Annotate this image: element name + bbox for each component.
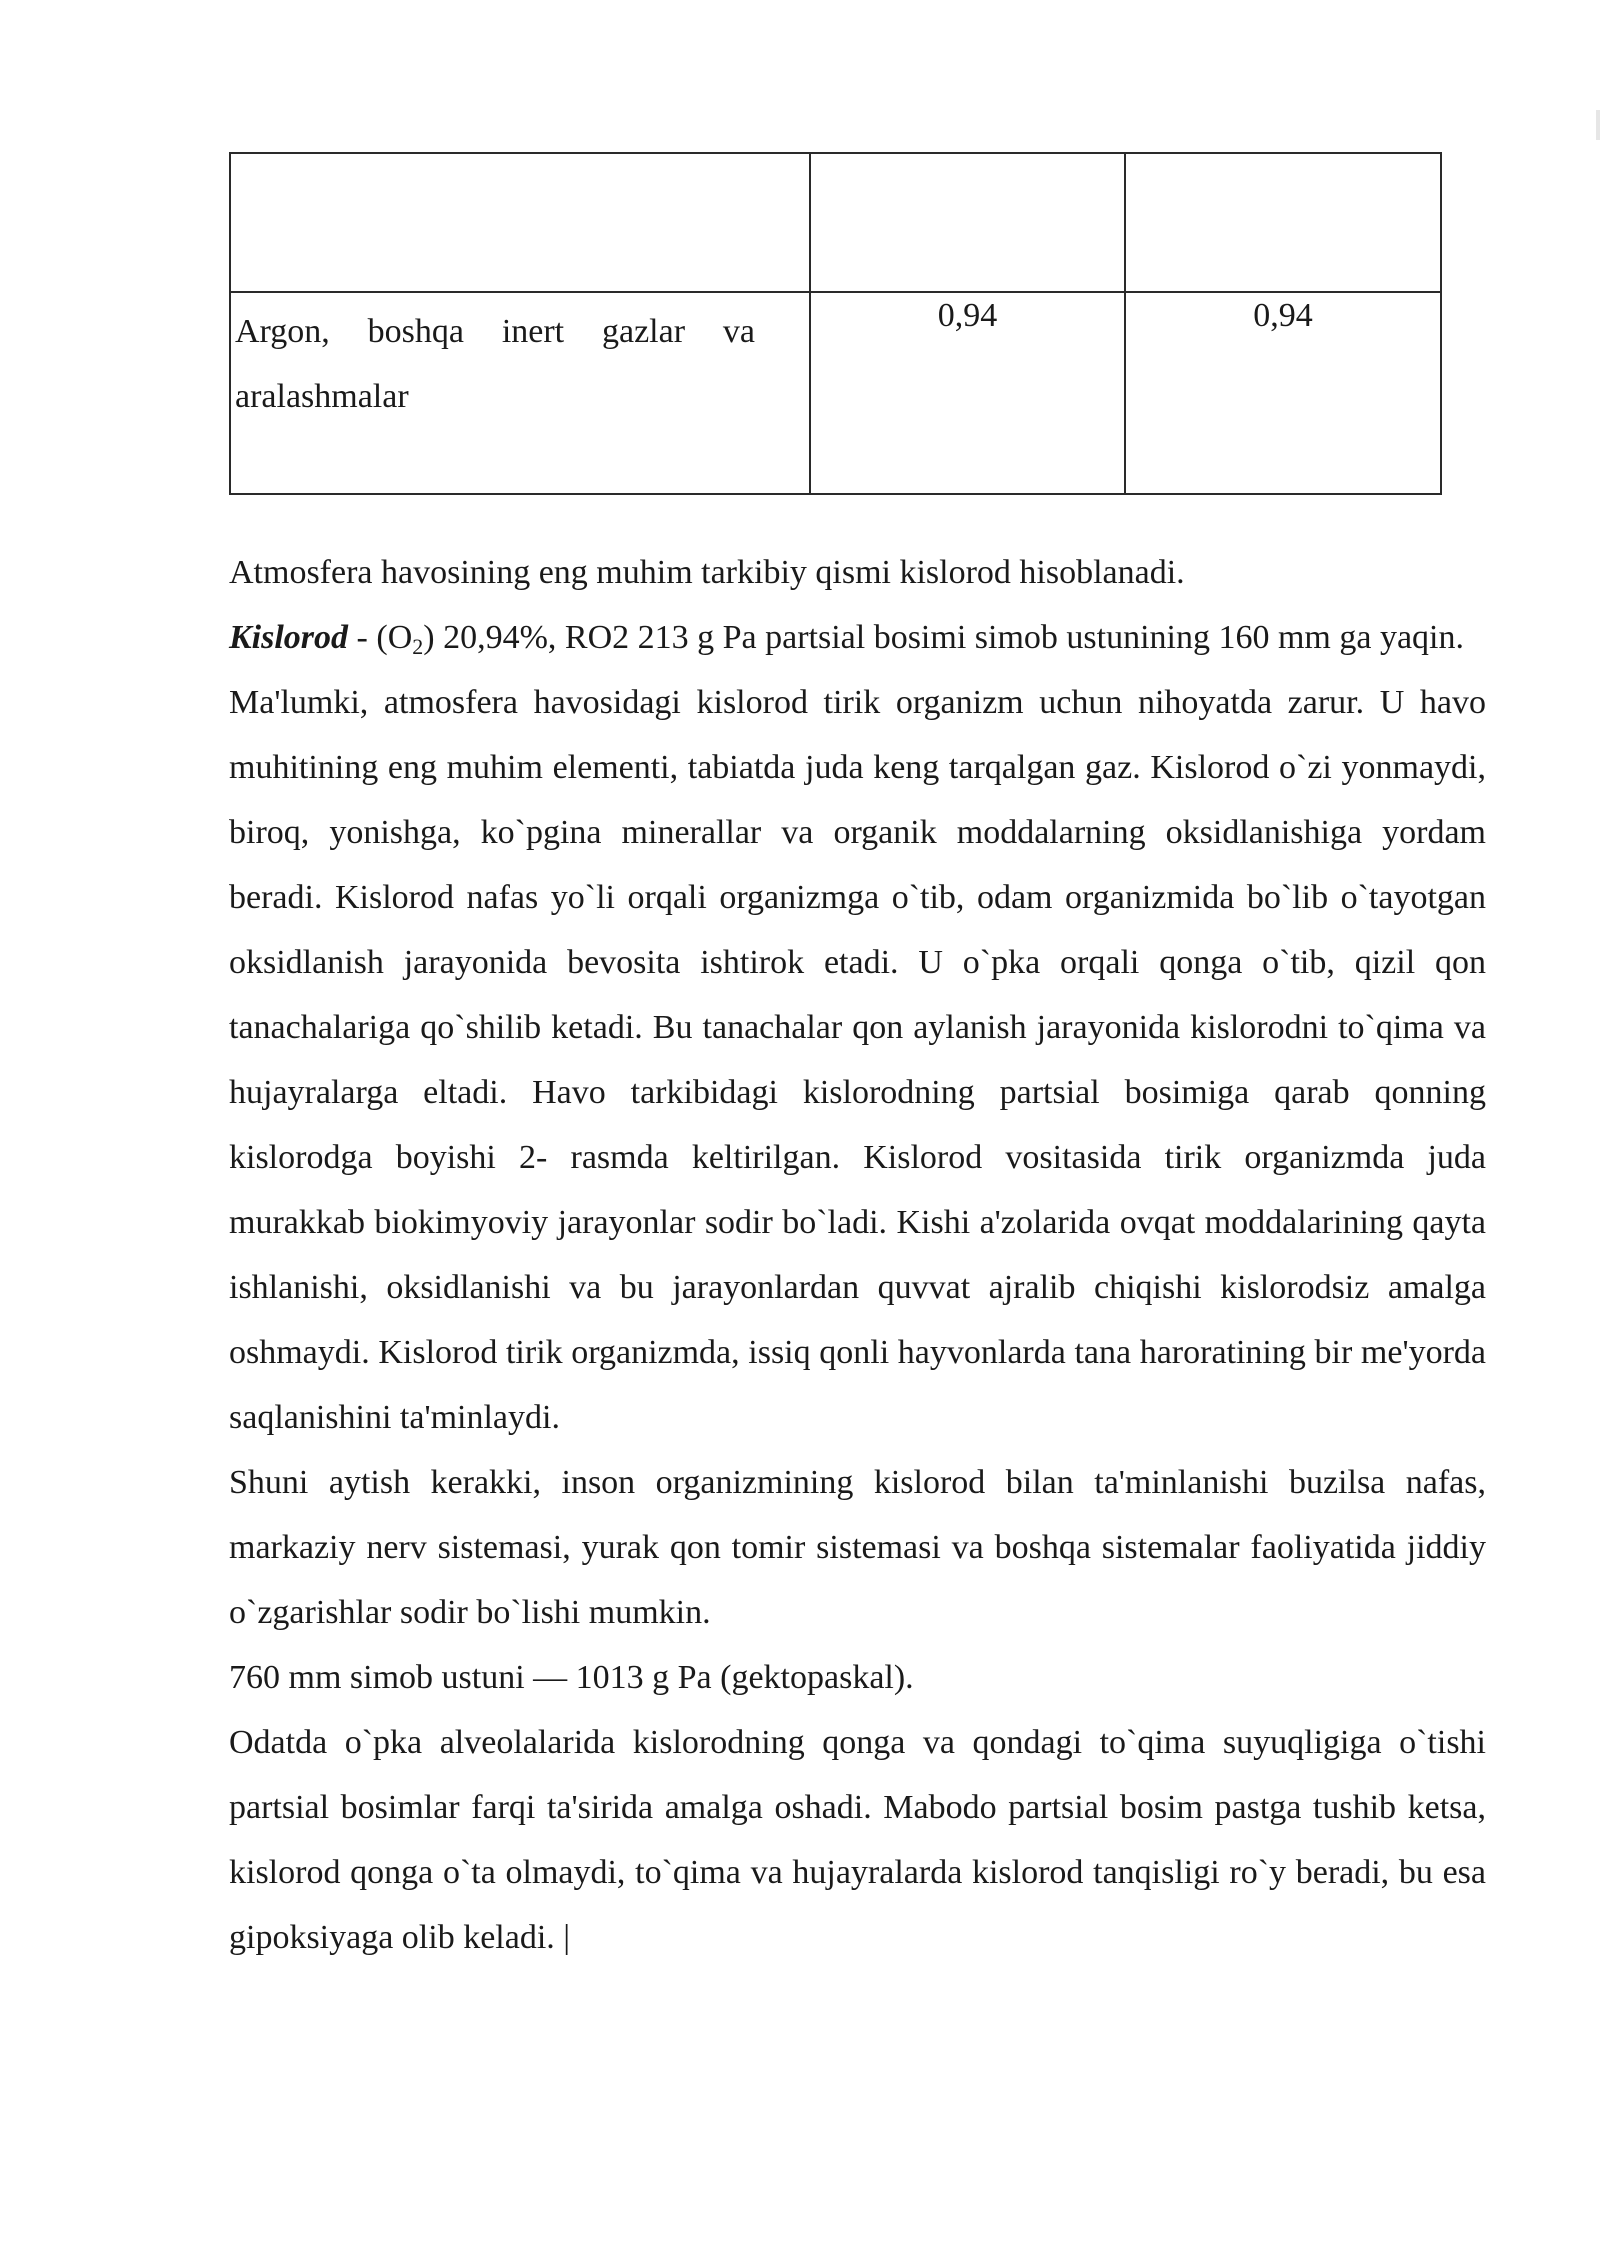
page-edge-mark	[1596, 110, 1600, 140]
table-cell-substance: Argon, boshqa inert gazlar va aralashmalar	[230, 292, 810, 494]
term-oxygen: Kislorod	[229, 619, 349, 656]
formula-prefix: - (O	[348, 619, 413, 656]
table-cell-substance	[230, 153, 810, 292]
table-cell-value-b	[1125, 153, 1441, 292]
formula-rest: ) 20,94%, RO2 213 g Pa partsial bosimi simob ustunining 160 mm ga yaqin.	[423, 619, 1464, 656]
body-text	[229, 540, 1486, 1970]
table-row	[230, 153, 1441, 292]
table-cell-value-a: 0,94	[810, 292, 1125, 494]
table-row	[230, 292, 1441, 494]
paragraph-pressure-note: 760 mm simob ustuni — 1013 g Pa (gektopaskal).	[229, 1659, 914, 1696]
paragraph-hypoxia: Odatda o`pka alveolalarida kislorodning qonga va qondagi to`qima suyuqligiga o`tishi partsial bosimlar farqi ta'sirida amalga oshadi. Mabodo partsial bosim pastga tushib ketsa, kislorod qonga o`ta olmaydi, to`qima va hujayralarda kislorod tanqisligi ro`y beradi, bu esa gipoksiyaga olib keladi. |	[229, 1724, 1486, 1956]
paragraph-oxygen-definition	[229, 605, 1486, 670]
gas-composition-table	[229, 152, 1442, 495]
paragraph-oxygen-role: Ma'lumki, atmosfera havosidagi kislorod tirik organizm uchun nihoyatda zarur. U havo muhitining eng muhim elementi, tabiatda juda keng tarqalgan gaz. Kislorod o`zi yonmaydi, biroq, yonishga, ko`pgina minerallar va organik moddalarning oksidlanishiga yordam beradi. Kislorod nafas yo`li orqali organizmga o`tib, odam organizmida bo`lib o`tayotgan oksidlanish jarayonida bevosita ishtirok etadi. U o`pka orqali qonga o`tib, qizil qon tanachalariga qo`shilib ketadi. Bu tanachalar qon aylanish jarayonida kislorodni to`qima va hujayralarga eltadi. Havo tarkibidagi kislorodning partsial bosimiga qarab qonning kislorodga boyishi 2- rasmda keltirilgan. Kislorod vositasida tirik organizmda juda murakkab biokimyoviy jarayonlar sodir bo`ladi. Kishi a'zolarida ovqat moddalarining qayta ishlanishi, oksidlanishi va bu jarayonlardan quvvat ajralib chiqishi kislorodsiz amalga oshmaydi. Kislorod tirik organizmda, issiq qonli hayvonlarda tana haroratining bir me'yorda saqlanishini ta'minlaydi.	[229, 684, 1486, 1436]
formula-subscript: 2	[412, 634, 424, 659]
paragraph-intro: Atmosfera havosining eng muhim tarkibiy qismi kislorod hisoblanadi.	[229, 554, 1185, 591]
table-cell-value-b: 0,94	[1125, 292, 1441, 494]
paragraph-oxygen-deficiency: Shuni aytish kerakki, inson organizmining kislorod bilan ta'minlanishi buzilsa nafas, markaziy nerv sistemasi, yurak qon tomir sistemasi va boshqa sistemalar faoliyatida jiddiy o`zgarishlar sodir bo`lishi mumkin.	[229, 1464, 1486, 1631]
table-cell-value-a	[810, 153, 1125, 292]
